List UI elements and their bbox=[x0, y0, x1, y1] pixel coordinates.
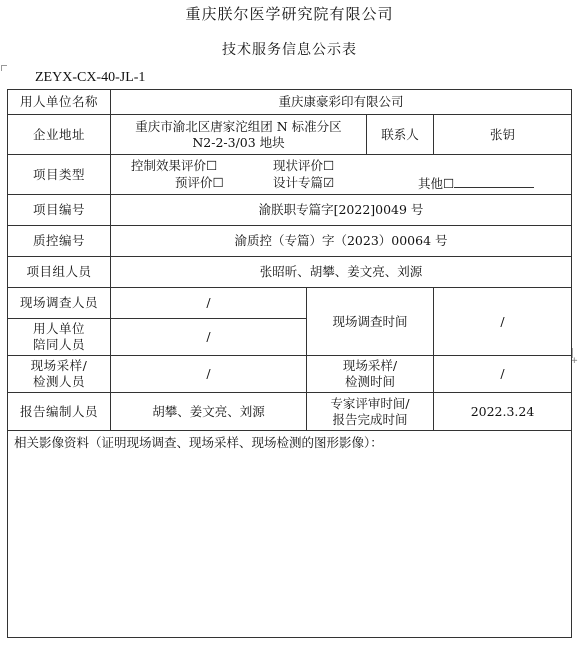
row-employer bbox=[8, 90, 572, 115]
row-survey-staff bbox=[8, 288, 572, 319]
members-label: 项目组人员 bbox=[8, 257, 111, 288]
employer-value: 重庆康豪彩印有限公司 bbox=[111, 90, 572, 115]
row-project-type bbox=[8, 155, 572, 195]
survey-time-value: / bbox=[434, 288, 572, 356]
escort-label-line-1: 用人单位 bbox=[32, 321, 85, 336]
sampling-time-label-line-2: 检测时间 bbox=[344, 374, 395, 389]
survey-staff-value: / bbox=[111, 288, 307, 319]
checkbox-control-effect[interactable]: 控制效果评价☐ bbox=[131, 158, 218, 173]
project-type-options bbox=[111, 155, 572, 195]
address-label: 企业地址 bbox=[8, 115, 111, 155]
escort-label bbox=[8, 319, 111, 356]
expand-icon[interactable]: + bbox=[570, 356, 578, 366]
project-no-value: 渝朕职专篇字[2022]0049 号 bbox=[111, 195, 572, 226]
corner-crop-mark bbox=[1, 65, 7, 71]
checkbox-status-eval[interactable]: 现状评价☐ bbox=[273, 158, 335, 173]
review-time-label bbox=[307, 393, 434, 431]
row-address bbox=[8, 115, 572, 155]
checkbox-design[interactable]: 设计专篇☑ bbox=[273, 175, 335, 190]
address-line-1: 重庆市渝北区唐家沱组团 N 标准分区 bbox=[135, 118, 342, 134]
employer-label: 用人单位名称 bbox=[8, 90, 111, 115]
photos-section bbox=[8, 431, 572, 638]
row-sampling bbox=[8, 356, 572, 393]
row-members bbox=[8, 257, 572, 288]
sampling-time-label bbox=[307, 356, 434, 393]
project-type-label: 项目类型 bbox=[8, 155, 111, 195]
address-line-2: N2-2-3/03 地块 bbox=[192, 134, 285, 150]
row-qc-no bbox=[8, 226, 572, 257]
sampling-staff-label-line-1: 现场采样/ bbox=[30, 358, 88, 373]
sampling-staff-label-line-2: 检测人员 bbox=[32, 374, 85, 389]
escort-label-line-2: 陪同人员 bbox=[32, 337, 85, 352]
review-time-label-line-2: 报告完成时间 bbox=[332, 411, 408, 427]
review-time-label-line-1: 专家评审时间/ bbox=[330, 395, 410, 411]
other-blank-line bbox=[454, 175, 534, 188]
escort-value: / bbox=[111, 319, 307, 356]
members-value: 张昭昕、胡攀、姜文亮、刘源 bbox=[111, 257, 572, 288]
survey-staff-label: 现场调查人员 bbox=[8, 288, 111, 319]
sampling-time-value: / bbox=[434, 356, 572, 393]
survey-time-label: 现场调查时间 bbox=[307, 288, 434, 356]
document-number: ZEYX-CX-40-JL-1 bbox=[35, 70, 146, 85]
project-no-label: 项目编号 bbox=[8, 195, 111, 226]
photos-label: 相关影像资料（证明现场调查、现场采样、现场检测的图形影像）： bbox=[14, 435, 383, 450]
checkbox-pre-eval[interactable]: 预评价☐ bbox=[175, 175, 224, 190]
address-value bbox=[111, 115, 367, 155]
sampling-staff-label bbox=[8, 356, 111, 393]
info-table bbox=[7, 89, 572, 638]
qc-no-value: 渝质控（专篇）字（2023）00064 号 bbox=[111, 226, 572, 257]
document-title: 技术服务信息公示表 bbox=[222, 42, 357, 58]
review-time-value: 2022.3.24 bbox=[434, 393, 572, 431]
report-staff-value: 胡攀、姜文亮、刘源 bbox=[111, 393, 307, 431]
qc-no-label: 质控编号 bbox=[8, 226, 111, 257]
organization-title: 重庆朕尔医学研究院有限公司 bbox=[185, 5, 394, 23]
row-report bbox=[8, 393, 572, 431]
row-photos bbox=[8, 431, 572, 638]
other-label: 其他☐ bbox=[418, 176, 455, 191]
sampling-staff-value: / bbox=[111, 356, 307, 393]
sampling-time-label-line-1: 现场采样/ bbox=[342, 358, 398, 373]
row-project-no bbox=[8, 195, 572, 226]
contact-label: 联系人 bbox=[367, 115, 434, 155]
checkbox-other[interactable] bbox=[418, 175, 534, 192]
report-staff-label: 报告编制人员 bbox=[8, 393, 111, 431]
contact-value: 张钥 bbox=[434, 115, 572, 155]
